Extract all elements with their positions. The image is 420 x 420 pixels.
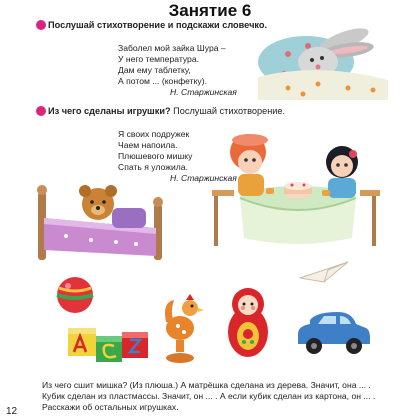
task1-instruction-text: Послушай стихотворение и подскажи словечко. bbox=[48, 20, 268, 30]
bullet-dot bbox=[36, 20, 46, 30]
poem-2-line-3: Плюшевого мишку bbox=[118, 151, 193, 161]
question-line-1: Из чего сшит мишка? (Из плюша.) А матрёшка сделана из дерева. Значит, она ... . bbox=[42, 380, 371, 390]
page-title: Занятие 6 bbox=[168, 1, 252, 20]
poem-2-line-1: Я своих подружек bbox=[118, 129, 190, 139]
matryoshka-illustration bbox=[226, 284, 270, 358]
poem-1-line-3: Дам ему таблетку, bbox=[118, 65, 191, 75]
page-number: 12 bbox=[6, 406, 18, 417]
sick-bunny-illustration bbox=[248, 22, 398, 100]
task1-instruction bbox=[48, 20, 267, 30]
poem-2-line-2: Чаем напоила. bbox=[118, 140, 178, 150]
question-line-3: Расскажи об остальных игрушках. bbox=[42, 402, 179, 412]
poem-1-author: Н. Старжинская bbox=[170, 87, 237, 97]
paper-plane-illustration bbox=[298, 258, 350, 284]
toy-car-illustration bbox=[296, 310, 372, 358]
poem-1 bbox=[118, 43, 237, 98]
teddy-bear-in-bed-illustration bbox=[36, 178, 166, 260]
toy-blocks-illustration bbox=[64, 322, 154, 368]
poem-1-line-2: У него температура. bbox=[118, 54, 199, 64]
task2-instruction-rest: Послушай стихотворение. bbox=[170, 106, 286, 116]
ball-illustration bbox=[56, 276, 94, 314]
poem-2-author: Н. Старжинская bbox=[170, 173, 237, 183]
dolls-tea-party-illustration bbox=[210, 132, 380, 254]
rooster-toy-illustration bbox=[160, 292, 204, 364]
poem-1-line-1: Заболел мой зайка Шура – bbox=[118, 43, 226, 53]
poem-1-line-4: А потом ... (конфетку). bbox=[118, 76, 207, 86]
task2-instruction-bold: Из чего сделаны игрушки? bbox=[48, 106, 171, 116]
task2-instruction bbox=[48, 106, 285, 116]
poem-2-line-4: Спать я уложила. bbox=[118, 162, 188, 172]
question-line-2: Кубик сделан из пластмассы. Значит, он ... . А если кубик сделан из картона, он ... . bbox=[42, 391, 376, 401]
bullet-dot bbox=[36, 106, 46, 116]
